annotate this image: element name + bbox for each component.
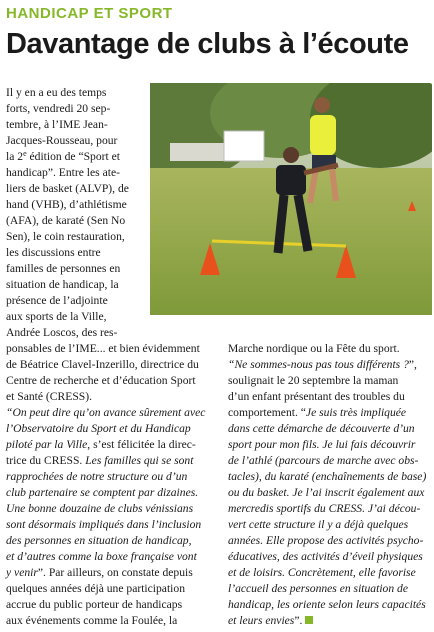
- quote-line: handicap, les oriente selon leurs capacités: [228, 598, 426, 611]
- article-photo: [150, 83, 432, 315]
- quote-line: de l’athlé (parcours de marche avec obs-: [228, 454, 419, 467]
- body-line: quelques années déjà une participation: [6, 582, 185, 595]
- body-line: “Ne sommes-nous pas tous différents ?”,: [228, 358, 417, 371]
- quote-line: tacles), du karaté (enchaînements de base): [228, 470, 427, 483]
- body-line: les discussions entre: [6, 246, 101, 259]
- quote-line: et d’autres comme la boxe française vont: [6, 550, 197, 563]
- quote-line: l’accueil des personnes en situation de: [228, 582, 408, 595]
- body-line: comportement. “Je suis très impliquée: [228, 406, 407, 419]
- body-line: situation de handicap, la: [6, 278, 119, 291]
- body-line: (AFA), de karaté (Sen No: [6, 214, 126, 227]
- body-line: familles de personnes en: [6, 262, 121, 275]
- article-end-mark: [305, 616, 313, 624]
- body-line: la 2e édition de “Sport et: [6, 149, 120, 163]
- quote-line: et de loisirs. Concrètement, elle favorise: [228, 566, 416, 579]
- section-kicker: HANDICAP ET SPORT: [6, 5, 173, 22]
- body-line: Marche nordique ou la Fête du sport.: [228, 342, 400, 355]
- quote-line: Une bonne douzaine de clubs vénissians: [6, 502, 194, 515]
- quote-line: club partenaire se comptent par dizaines.: [6, 486, 199, 499]
- quote-line: rapprochées de notre structure ou d’un: [6, 470, 188, 483]
- body-line: hand (VHB), d’athlétisme: [6, 198, 127, 211]
- quote-line: dans cette démarche de découverte d’un: [228, 422, 415, 435]
- body-line: liers de basket (ALVP), de: [6, 182, 129, 195]
- quote-line: “On peut dire qu’on avance sûrement avec: [6, 406, 206, 419]
- body-line: Il y en a eu des temps: [6, 86, 107, 99]
- body-line: Andrée Loscos, des res-: [6, 326, 118, 339]
- body-line: d’un enfant présentant des troubles du: [228, 390, 405, 403]
- body-line: aux événements comme la Foulée, la: [6, 614, 178, 627]
- body-line: soulignait le 20 septembre la maman: [228, 374, 399, 387]
- quote-line: éducatives, des activités d’éveil physiques: [228, 550, 423, 563]
- body-line: aux sports de la Ville,: [6, 310, 107, 323]
- body-line: et leurs envies”.: [228, 613, 313, 629]
- quote-line: vert cette structure il y a déjà quelques: [228, 518, 409, 531]
- body-line: Jacques-Rousseau, pour: [6, 134, 118, 147]
- body-line: handicap”. Entre les ate-: [6, 166, 120, 179]
- article-headline: Davantage de clubs à l’écoute: [6, 28, 409, 60]
- body-line: piloté par la Ville, s’est félicitée la direc-: [6, 438, 196, 451]
- quote-line: mercredis sportifs du CRESS. J’ai décou-: [228, 502, 421, 515]
- body-line: de Béatrice Clavel-Inzerillo, directrice du: [6, 358, 199, 371]
- body-line: accrue du public porteur de handicaps: [6, 598, 183, 611]
- body-line: y venir”. Par ailleurs, on constate depuis: [6, 566, 193, 579]
- quote-line: des personnes en situation de handicap,: [6, 534, 192, 547]
- quote-line: années. Elle propose des activités psycho-: [228, 534, 424, 547]
- body-line: Centre de recherche et d’éducation Sport: [6, 374, 196, 387]
- body-line: présence de l’adjointe: [6, 294, 108, 307]
- quote-line: sont désormais impliqués dans l’inclusion: [6, 518, 202, 531]
- body-line: ponsables de l’IME... et bien évidemment: [6, 342, 200, 355]
- body-line: trice du CRESS. Les familles qui se sont: [6, 454, 194, 467]
- body-line: et Santé (CRESS).: [6, 390, 92, 403]
- quote-line: ou du basket. Je l’ai inscrit également aux: [228, 486, 425, 499]
- quote-line: sport pour mon fils. Je lui fais découvrir: [228, 438, 416, 451]
- body-line: forts, vendredi 20 sep-: [6, 102, 111, 115]
- body-line: Sen), le coin restauration,: [6, 230, 125, 243]
- body-line: tembre, à l’IME Jean-: [6, 118, 108, 131]
- photo-illustration: [150, 83, 432, 315]
- quote-line: l’Observatoire du Sport et du Handicap: [6, 422, 191, 435]
